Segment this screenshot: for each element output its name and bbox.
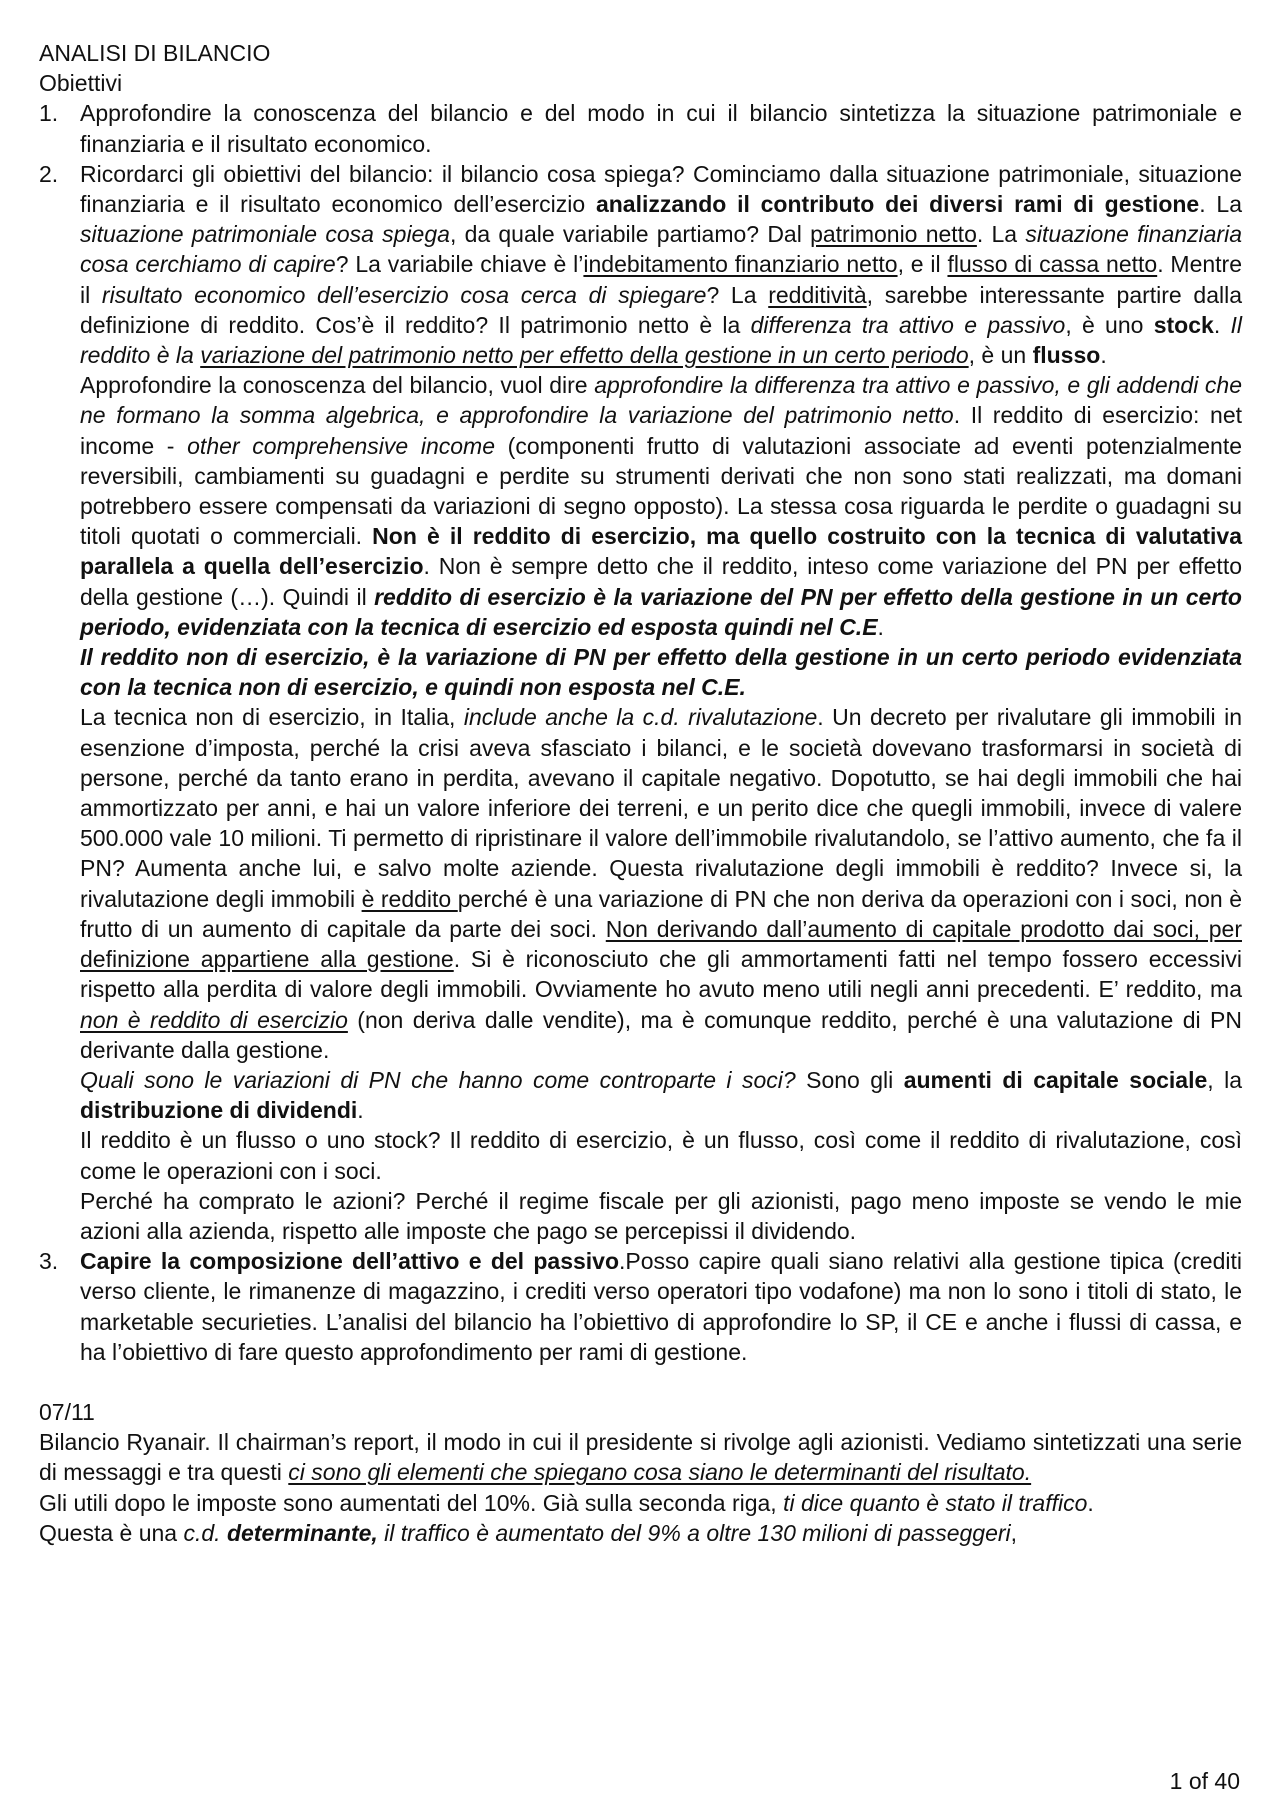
text-span: . Si è riconosciuto che gli ammortamenti fatti nel tempo fossero eccessivi rispetto alla perdita di valore degli immobili. Ovviamente ho avuto meno utili negli anni precedenti. E’ reddito, ma (80, 946, 1242, 1003)
text-span: , la (1207, 1066, 1243, 1093)
text-span: (componenti frutto di valutazioni associate ad eventi potenzialmente reversibili, cambiamenti su guadagni e perdite su strumenti derivati che non sono stati realizzati, ma domani potrebbero essere compensati da variazioni di segno opposto). La stessa cosa riguarda le perdite o guadagni su titoli quotati o commerciali. (80, 432, 1242, 550)
text-span: Non derivando dall’aumento di capitale prodotto dai soci, per definizione appartiene alla gestione (80, 915, 1242, 973)
objective-item-3 (39, 1246, 1242, 1367)
text-span: Quali sono le variazioni di PN che hanno come controparte i soci? (80, 1066, 796, 1093)
session-date: 07/11 (39, 1398, 95, 1425)
text-span: . Non è sempre detto che il reddito, inteso come variazione del PN per effetto della gestione (…). Quindi il (80, 553, 1243, 610)
text-span: . La (1199, 191, 1242, 218)
doc-subtitle: Obiettivi (39, 70, 123, 97)
text-span: Sono gli (795, 1066, 904, 1093)
text-span: Non è il reddito di esercizio, ma quello costruito con la tecnica di valutativa parallela a quella dell’esercizio (80, 523, 1242, 580)
text-span: variazione del patrimonio netto per effetto della gestione in un certo periodo (200, 342, 969, 369)
text-span: . Mentre il (80, 251, 1242, 308)
text-span: redditività (768, 281, 867, 308)
text-span: . (1087, 1489, 1094, 1516)
session-paragraph-2 (39, 1488, 1242, 1518)
text-span: Approfondire la conoscenza del bilancio, vuol dire (80, 372, 595, 399)
text-span: determinante, (226, 1519, 378, 1546)
objective-2-paragraph-2 (80, 370, 1242, 642)
text-span: include anche la c.d. rivalutazione (463, 704, 818, 731)
objective-2-paragraph-7: Perché ha comprato le azioni? Perché il regime fiscale per gli azionisti, pago meno imposte se vendo le mie azioni alla azienda, rispetto alle imposte che pago se percepissi il dividendo. (80, 1187, 1242, 1244)
text-span: c.d. (183, 1519, 221, 1546)
text-span: , sarebbe interessante partire dalla definizione di reddito. Cos’è il reddito? Il patrimonio netto è la (80, 281, 1243, 338)
text-span: , e il (897, 251, 948, 278)
text-span: patrimonio netto (810, 221, 977, 248)
text-span: . (357, 1097, 364, 1124)
text-span: situazione finanziaria cosa cerchiamo di capire (80, 221, 1242, 278)
text-span: perché è una variazione di PN che non deriva da operazioni con i soci, non è frutto di un aumento di capitale da parte dei soci. (80, 885, 1242, 942)
text-span: Bilancio Ryanair. Il chairman’s report, il modo in cui il presidente si rivolge agli azionisti. Vediamo sintetizzati una serie di messaggi e tra questi (39, 1429, 1242, 1486)
text-span: il traffico è aumentato del 9% a oltre 130 milioni di passeggeri (377, 1519, 1011, 1546)
text-span: differenza tra attivo e passivo (750, 311, 1066, 338)
text-span: distribuzione di dividendi (80, 1097, 358, 1124)
objective-2-paragraph-4 (80, 702, 1242, 1064)
text-span: , è uno (1065, 311, 1154, 338)
text-span: , (1010, 1519, 1018, 1546)
objective-3-text (80, 1246, 1242, 1367)
text-span: indebitamento finanziario netto (583, 251, 898, 278)
text-span: flusso (1032, 342, 1101, 369)
page-number: 1 of 40 (1169, 1768, 1240, 1794)
document-page (39, 38, 1242, 1548)
text-span: La tecnica non di esercizio, in Italia, (80, 704, 464, 731)
item-number: 3. (39, 1248, 59, 1275)
text-span: reddito di esercizio è la variazione del PN per effetto della gestione in un certo periodo, evidenziata con la tecnica di esercizio ed esposta quindi nel C.E (80, 583, 1242, 640)
objective-2-paragraph-1 (80, 159, 1242, 370)
item-number: 2. (39, 160, 59, 187)
text-span: analizzando il contributo dei diversi rami di gestione (595, 191, 1200, 218)
text-span: . (877, 613, 884, 640)
doc-title: ANALISI DI BILANCIO (39, 40, 271, 66)
text-span: . Un decreto per rivalutare gli immobili in esenzione d’imposta, perché la crisi aveva sfasciato i bilanci, e le società dovevano trasformarsi in società di persone, perché da tanto erano in perdita, avevano il capitale negativo. Dopotutto, se hai degli immobili che hai ammortizzato per anni, e hai un valore inferiore dei terreni, e un perito dice che quegli immobili, invece di valere 500.000 vale 10 milioni. Ti permetto di ripristinare il valore dell’immobile rivalutandolo, se l’attivo aumento, che fa il PN? Aumenta anche lui, e salvo molte aziende. Questa rivalutazione degli immobili è reddito? Invece si, la rivalutazione degli immobili (80, 704, 1243, 912)
text-span: Il reddito è la (80, 311, 1242, 369)
objective-2-paragraph-5 (80, 1065, 1242, 1125)
text-span: Capire la composizione dell’attivo e del passivo (80, 1248, 620, 1275)
text-span: . (1213, 311, 1231, 338)
objective-item-2 (39, 159, 1242, 1246)
text-span: è reddito (361, 885, 458, 912)
objective-2-paragraph-6: Il reddito è un flusso o uno stock? Il reddito di esercizio, è un flusso, così come il reddito di rivalutazione, così come le operazioni con i soci. (80, 1127, 1242, 1184)
text-span: situazione patrimoniale cosa spiega (80, 221, 450, 248)
text-span: Gli utili dopo le imposte sono aumentati del 10%. Già sulla seconda riga, (39, 1489, 784, 1516)
objective-item-1 (39, 98, 1242, 158)
text-span: . La (976, 221, 1026, 248)
item-number: 1. (39, 100, 59, 127)
text-span: ? La variabile chiave è l’ (335, 251, 584, 278)
text-span: , da quale variabile partiamo? Dal (449, 221, 811, 248)
spacer (39, 1367, 1242, 1397)
text-span: Questa è una (39, 1519, 184, 1546)
text-span: aumenti di capitale sociale (903, 1066, 1208, 1093)
text-span: (non deriva dalle vendite), ma è comunque reddito, perché è una valutazione di PN derivante dalla gestione. (80, 1006, 1242, 1063)
text-span: stock (1153, 311, 1214, 338)
objective-1-text: Approfondire la conoscenza del bilancio e del modo in cui il bilancio sintetizza la situazione patrimoniale e finanziaria e il risultato economico. (80, 100, 1242, 157)
text-span: risultato economico dell’esercizio cosa cerca di spiegare (101, 281, 707, 308)
text-span: ci sono gli elementi che spiegano cosa siano le determinanti del risultato. (288, 1459, 1032, 1486)
text-span: . Il reddito di esercizio: net income - (80, 402, 1242, 459)
text-span: flusso di cassa netto (947, 251, 1158, 278)
objective-2-paragraph-3: Il reddito non di esercizio, è la variazione di PN per effetto della gestione in un certo periodo evidenziata con la tecnica non di esercizio, e quindi non esposta nel C.E. (80, 644, 1242, 701)
text-span: . (1100, 342, 1107, 369)
text-span: , è un (968, 342, 1033, 369)
text-span: .Posso capire quali siano relativi alla gestione tipica (crediti verso cliente, le rimanenze di magazzino, i crediti verso operatori tipo vodafone) ma non lo sono i titoli di stato, le marketable securieties. L’analisi del bilancio ha l’obiettivo di approfondire lo SP, il CE e anche i flussi di cassa, e ha l’obiettivo di fare questo approfondimento per rami di gestione. (80, 1248, 1242, 1365)
text-span: non è reddito di esercizio (80, 1006, 348, 1033)
text-span: Ricordarci gli obiettivi del bilancio: il bilancio cosa spiega? Cominciamo dalla situazione patrimoniale, situazione finanziaria e il risultato economico dell’esercizio (80, 160, 1242, 218)
objectives-list (39, 98, 1242, 1367)
text-span: other comprehensive income (187, 432, 496, 459)
text-span: ? La (706, 281, 769, 308)
text-span: approfondire la differenza tra attivo e passivo, e gli addendi che ne formano la somma algebrica, e approfondire la variazione del patrimonio netto (80, 372, 1242, 429)
session-paragraph-1 (39, 1427, 1242, 1487)
text-span: ti dice quanto è stato il traffico (783, 1489, 1088, 1516)
session-paragraph-3 (39, 1518, 1242, 1548)
